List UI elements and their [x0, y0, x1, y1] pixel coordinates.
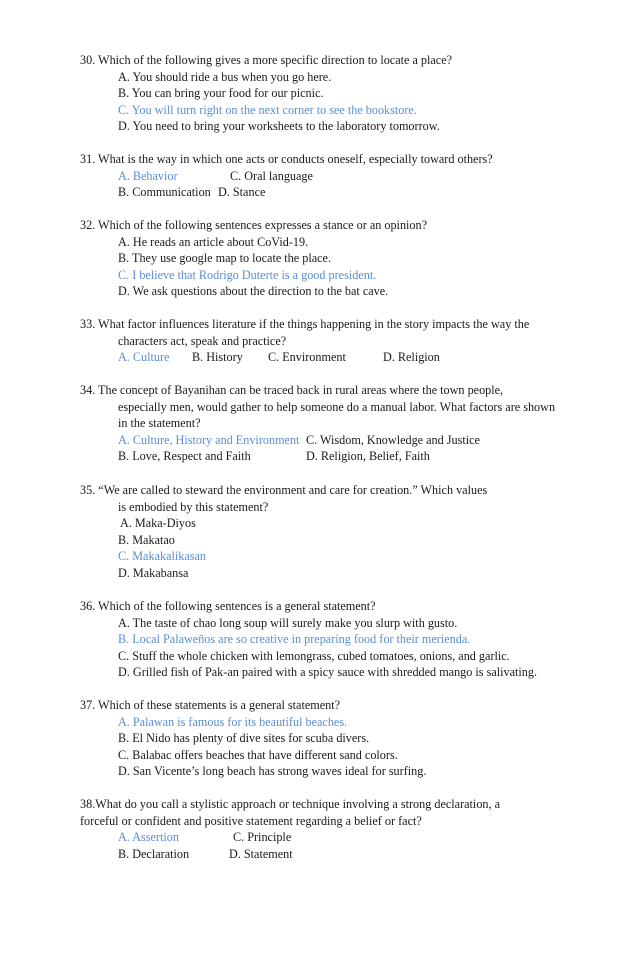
- option-a: A. The taste of chao long soup will surely make you slurp with gusto.: [118, 615, 458, 630]
- option-b: B. History: [192, 350, 243, 365]
- question-stem: 33. What factor influences literature if the things happening in the story impacts the way the: [80, 317, 530, 331]
- option-b: B. They use google map to locate the place.: [118, 251, 331, 266]
- option-a: A. Maka-Diyos: [120, 516, 196, 531]
- options-row: [80, 349, 580, 366]
- question-35: [80, 482, 580, 582]
- question-stem-cont: especially men, would gather to help someone do a manual labor. What factors are shown: [118, 399, 556, 414]
- question-stem: 38.What do you call a stylistic approach or technique involving a strong declaration, a: [80, 797, 501, 811]
- question-stem-cont: in the statement?: [118, 416, 201, 431]
- option-d: D. Religion: [383, 350, 440, 365]
- option-b-answer: B. Local Palaweños are so creative in preparing food for their merienda.: [118, 632, 471, 647]
- option-d: D. Statement: [229, 846, 293, 861]
- option-c-answer: C. Makakalikasan: [118, 549, 206, 564]
- question-stem: 32. Which of the following sentences expresses a stance or an opinion?: [80, 218, 428, 232]
- option-b: B. Love, Respect and Faith: [118, 449, 251, 464]
- option-c-answer: C. I believe that Rodrigo Duterte is a good president.: [118, 267, 377, 282]
- options-row: [80, 846, 580, 863]
- options-row: [80, 184, 580, 201]
- option-c: C. Environment: [268, 350, 346, 365]
- options-row: [80, 448, 580, 465]
- option-d: D. You need to bring your worksheets to the laboratory tomorrow.: [118, 119, 440, 134]
- option-a-answer: A. Behavior: [118, 168, 178, 183]
- option-c: C. Oral language: [230, 168, 313, 183]
- option-d: D. Makabansa: [118, 565, 189, 580]
- option-a-answer: A. Palawan is famous for its beautiful beaches.: [118, 714, 348, 729]
- option-a: A. You should ride a bus when you go here.: [118, 69, 332, 84]
- question-stem: 35. “We are called to steward the environment and care for creation.” Which values: [80, 483, 488, 497]
- option-b: B. Makatao: [118, 532, 175, 547]
- option-d: D. Grilled fish of Pak-an paired with a spicy sauce with shredded mango is salivating.: [118, 665, 538, 680]
- option-c-answer: C. You will turn right on the next corner to see the bookstore.: [118, 102, 417, 117]
- option-c: C. Balabac offers beaches that have different sand colors.: [118, 747, 398, 762]
- option-d: D. Religion, Belief, Faith: [306, 449, 430, 464]
- question-stem: 37. Which of these statements is a general statement?: [80, 698, 341, 712]
- question-37: [80, 697, 580, 780]
- option-d: D. San Vicente’s long beach has strong waves ideal for surfing.: [118, 764, 427, 779]
- options-row: [80, 432, 580, 449]
- option-b: B. Communication: [118, 185, 211, 200]
- question-stem: 31. What is the way in which one acts or conducts oneself, especially toward others?: [80, 152, 493, 166]
- option-b: B. El Nido has plenty of dive sites for scuba divers.: [118, 731, 370, 746]
- option-a-answer: A. Assertion: [118, 830, 179, 845]
- options-row: [80, 168, 580, 185]
- question-stem: 34. The concept of Bayanihan can be traced back in rural areas where the town people,: [80, 383, 504, 397]
- option-a: A. He reads an article about CoVid-19.: [118, 234, 309, 249]
- option-c: C. Principle: [233, 830, 292, 845]
- option-d: D. Stance: [218, 185, 266, 200]
- question-stem-cont: is embodied by this statement?: [118, 499, 269, 514]
- option-c: C. Stuff the whole chicken with lemongrass, cubed tomatoes, onions, and garlic.: [118, 648, 510, 663]
- option-a-answer: A. Culture: [118, 350, 170, 365]
- question-36: [80, 598, 580, 681]
- options-row: [80, 829, 580, 846]
- option-a-answer: A. Culture, History and Environment: [118, 432, 300, 447]
- question-stem: 30. Which of the following gives a more specific direction to locate a place?: [80, 53, 453, 67]
- option-c: C. Wisdom, Knowledge and Justice: [306, 432, 480, 447]
- question-38: [80, 796, 580, 862]
- question-31: [80, 151, 580, 201]
- question-30: [80, 52, 580, 135]
- question-stem: 36. Which of the following sentences is a general statement?: [80, 599, 376, 613]
- question-34: [80, 382, 580, 465]
- question-33: [80, 316, 580, 366]
- option-b: B. Declaration: [118, 846, 190, 861]
- question-stem-cont: forceful or confident and positive statement regarding a belief or fact?: [80, 813, 422, 828]
- question-32: [80, 217, 580, 300]
- option-d: D. We ask questions about the direction to the bat cave.: [118, 284, 389, 299]
- option-b: B. You can bring your food for our picnic.: [118, 86, 324, 101]
- question-stem-cont: characters act, speak and practice?: [118, 333, 287, 348]
